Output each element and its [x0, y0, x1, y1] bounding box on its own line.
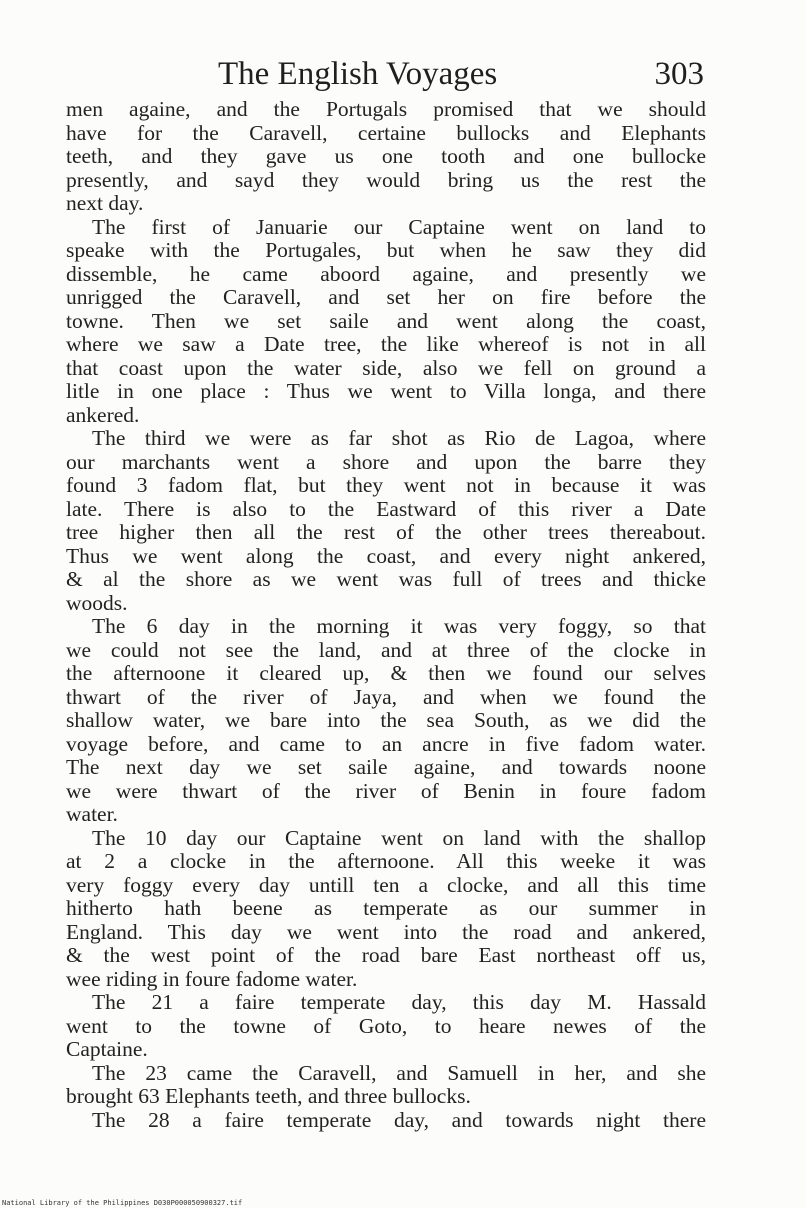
- text-line: woods.: [66, 590, 128, 615]
- text-line: The first of Januarie our Captaine went on land to: [92, 214, 706, 239]
- text-line: ankered.: [66, 402, 140, 427]
- text-line: brought 63 Elephants teeth, and three bullocks.: [66, 1084, 471, 1108]
- text-line: The next day we set saile againe, and towards noone: [66, 755, 706, 779]
- text-line: presently, and sayd they would bring us the rest the: [66, 167, 706, 192]
- text-line: wee riding in foure fadome water.: [66, 966, 358, 991]
- scan-footer-label: National Library of the Philippines D030P000050900327.tif: [2, 1199, 243, 1207]
- text-line: teeth, and they gave us one tooth and one bullocke: [66, 144, 706, 168]
- running-head: [66, 54, 712, 94]
- text-line: The 6 day in the morning it was very foggy, so that: [92, 614, 706, 638]
- text-line: The 10 day our Captaine went on land with the shallop: [92, 825, 706, 850]
- text-line: The 21 a faire temperate day, this day M. Hassald: [92, 990, 706, 1014]
- running-title: The English Voyages: [218, 56, 498, 92]
- text-line: very foggy every day untill ten a clocke, and all this time: [66, 872, 706, 897]
- text-line: The third we were as far shot as Rio de Lagoa, where: [92, 426, 706, 450]
- text-line: towne. Then we set saile and went along the coast,: [66, 308, 706, 333]
- text-line: water.: [66, 802, 118, 826]
- text-line: shallow water, we bare into the sea South, as we did the: [66, 708, 706, 732]
- text-line: Thus we went along the coast, and every night ankered,: [66, 543, 706, 568]
- text-line: went to the towne of Goto, to heare newes of the: [66, 1013, 706, 1038]
- text-line: tree higher then all the rest of the other trees thereabout.: [66, 520, 706, 544]
- text-line: speake with the Portugales, but when he saw they did: [66, 238, 706, 262]
- text-line: Captaine.: [66, 1037, 148, 1061]
- text-line: at 2 a clocke in the afternoone. All this weeke it was: [66, 849, 706, 873]
- text-line: unrigged the Caravell, and set her on fire before the: [66, 285, 706, 309]
- text-line: our marchants went a shore and upon the barre they: [66, 449, 706, 474]
- body-text: [66, 98, 706, 1132]
- text-line: England. This day we went into the road and ankered,: [66, 919, 706, 944]
- text-line: The 28 a faire temperate day, and towards night there: [92, 1107, 706, 1132]
- page-number: 303: [654, 56, 704, 92]
- text-line: dissemble, he came aboord againe, and presently we: [66, 261, 706, 286]
- text-line: we could not see the land, and at three of the clocke in: [66, 637, 706, 662]
- text-line: we were thwart of the river of Benin in foure fadom: [66, 778, 706, 803]
- text-line: & al the shore as we went was full of trees and thicke: [66, 567, 706, 591]
- text-line: The 23 came the Caravell, and Samuell in her, and she: [92, 1060, 706, 1085]
- text-line: hitherto hath beene as temperate as our summer in: [66, 896, 706, 920]
- text-line: have for the Caravell, certaine bullocks and Elephants: [66, 120, 706, 145]
- text-line: the afternoone it cleared up, & then we found our selves: [66, 661, 706, 685]
- text-line: next day.: [66, 191, 144, 215]
- text-line: litle in one place : Thus we went to Villa longa, and there: [66, 379, 706, 403]
- text-line: thwart of the river of Jaya, and when we found the: [66, 684, 706, 709]
- text-line: men againe, and the Portugals promised that we should: [66, 97, 706, 121]
- text-line: voyage before, and came to an ancre in five fadom water.: [66, 731, 706, 756]
- text-line: that coast upon the water side, also we fell on ground a: [66, 355, 706, 380]
- text-line: where we saw a Date tree, the like whereof is not in all: [66, 332, 706, 356]
- text-line: found 3 fadom flat, but they went not in because it was: [66, 473, 706, 497]
- text-line: late. There is also to the Eastward of this river a Date: [66, 496, 706, 521]
- text-line: & the west point of the road bare East northeast off us,: [66, 943, 706, 967]
